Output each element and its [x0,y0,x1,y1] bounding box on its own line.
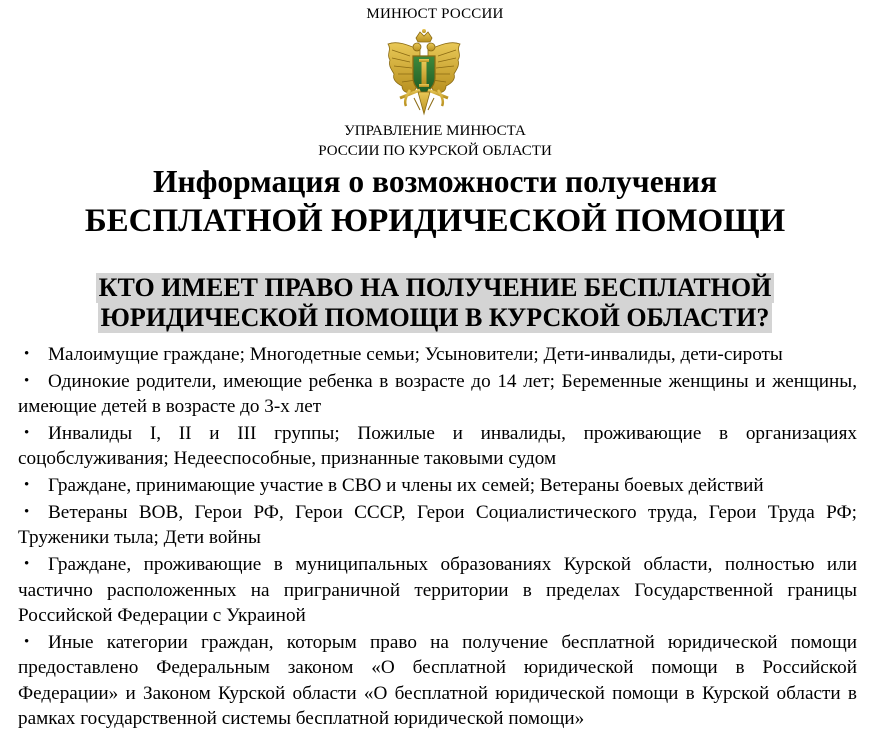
list-item [18,500,857,551]
bullet-icon: • [24,425,30,441]
department-line2: РОССИИ ПО КУРСКОЙ ОБЛАСТИ [318,143,552,159]
list-item [18,552,857,628]
bullet-icon: • [24,556,30,573]
department-name [0,121,870,161]
list-item [18,473,857,498]
bullet-icon: • [24,477,30,494]
list-item-text: Одинокие родители, имеющие ребенка в возрасте до 14 лет; Беременные женщины и женщины, имеющие детей в возрасте до 3-х лет [18,370,857,418]
list-item-text: Ветераны ВОВ, Герои РФ, Герои СССР, Герои Социалистического труда, Герои Труда РФ; Труженики тыла; Дети войны [18,502,857,549]
list-item-text: Граждане, принимающие участие в СВО и члены их семей; Ветераны боевых действий [48,475,764,497]
list-item [18,630,857,732]
list-item [18,369,857,420]
eligible-list [18,342,857,733]
department-line1: УПРАВЛЕНИЕ МИНЮСТА [344,123,526,139]
bullet-icon: • [24,372,30,389]
section-heading [0,273,870,333]
list-item [18,421,857,472]
list-item-text: Малоимущие граждане; Многодетные семьи; Усыновители; Дети-инвалиды, дети-сироты [48,344,783,365]
list-item-text: Инвалиды I, II и III группы; Пожилые и инвалиды, проживающие в организациях соцобслуживания; Недееспособные, признанные таковыми судом [18,423,857,470]
bullet-icon: • [24,504,30,520]
section-heading-line1: КТО ИМЕЕТ ПРАВО НА ПОЛУЧЕНИЕ БЕСПЛАТНОЙ [96,273,775,303]
ministry-of-justice-emblem-icon [380,28,468,118]
bullet-icon: • [24,346,30,362]
list-item-text: Граждане, проживающие в муниципальных образованиях Курской области, полностью или частично расположенных на приграничной территории в пределах Государственной границы Российской Федерации с Украиной [18,554,857,627]
title-line2: БЕСПЛАТНОЙ ЮРИДИЧЕСКОЙ ПОМОЩИ [84,203,786,239]
title-line1: Информация о возможности получения [152,164,718,199]
ministry-name: МИНЮСТ РОССИИ [366,6,504,22]
list-item-text: Иные категории граждан, которым право на получение бесплатной юридической помощи предоставлено Федеральным законом «О бесплатной юридической помощи в Российской Федерации» и Законом Курской области «О бесплатной юридической помощи в Курской области в рамках государственной системы бесплатной юридической помощи» [18,631,857,730]
list-item [18,342,857,367]
section-heading-line2: ЮРИДИЧЕСКОЙ ПОМОЩИ В КУРСКОЙ ОБЛАСТИ? [98,303,773,333]
bullet-icon: • [24,633,30,650]
